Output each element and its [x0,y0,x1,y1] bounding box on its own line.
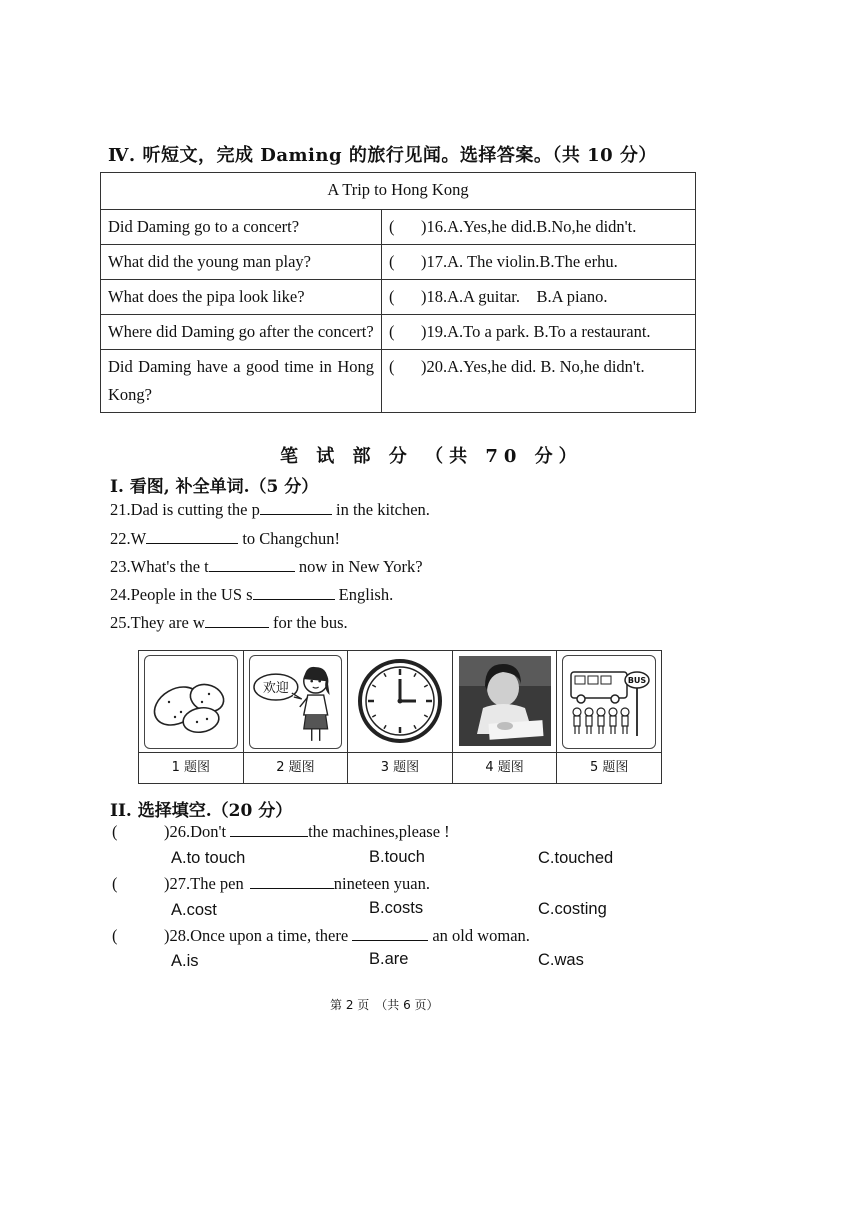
answer-blank[interactable] [230,822,308,837]
answer-blank[interactable] [205,613,269,628]
picture-cell [348,651,453,783]
picture-caption: 3 题图 [348,752,452,783]
table-row [101,350,696,413]
mc-question: ( )27.The pen nineteen yuan. [112,874,430,893]
answer-blank[interactable] [253,585,335,600]
answer-paren[interactable]: ( [112,874,118,893]
fill-item: 22.W to Changchun! [110,529,340,548]
answer-blank[interactable] [352,926,428,941]
bus-sign-text: BUS [627,676,647,685]
answer-blank[interactable] [146,529,238,544]
picture-cell [244,651,349,783]
mc-question: ( )28.Once upon a time, there an old woman. [112,926,530,945]
picture-caption: 4 题图 [453,752,557,783]
section-2-title: II. 选择填空.（20 分） [110,801,293,821]
table-answer: )16.A.Yes,he did.B.No,he didn't. [421,217,637,236]
table-row [101,245,696,280]
potatoes-icon [147,662,235,742]
picture-table [138,650,662,784]
option-b[interactable]: B.costs [369,899,424,917]
answer-blank[interactable] [250,874,334,889]
fill-item: 21.Dad is cutting the p in the kitchen. [110,500,430,519]
fill-item: 23.What's the t now in New York? [110,557,423,576]
picture-caption: 2 题图 [244,752,348,783]
table-question: What does the pipa look like? [101,280,382,315]
trip-table [100,172,696,413]
table-question: What did the young man play? [101,245,382,280]
trip-table-title: A Trip to Hong Kong [101,173,696,210]
clock-icon [356,657,444,745]
answer-paren[interactable]: ( [112,822,118,841]
answer-paren[interactable]: ( [389,357,395,376]
fill-item: 24.People in the US s English. [110,585,394,604]
option-b[interactable]: B.are [369,950,409,968]
answer-paren[interactable]: ( [112,926,118,945]
answer-paren[interactable]: ( [389,287,395,306]
answer-blank[interactable] [260,500,332,515]
option-a[interactable]: A.is [171,952,199,970]
table-row [101,315,696,350]
picture-cell [453,651,558,783]
answer-blank[interactable] [209,557,295,572]
picture-caption: 1 题图 [139,752,243,783]
writing-girl-photo [459,656,551,746]
option-a[interactable]: A.cost [171,901,217,919]
picture-caption: 5 题图 [557,752,661,783]
table-question: Did Daming go to a concert? [101,210,382,245]
fill-item: 25.They are w for the bus. [110,613,348,632]
option-b[interactable]: B.touch [369,848,425,866]
welcome-sign-text: 欢迎 [262,681,289,697]
welcome-girl-icon [250,659,342,745]
picture-cell [557,651,661,783]
page-footer: 第 2 页 （共 6 页） [330,998,439,1012]
table-row [101,280,696,315]
answer-paren[interactable]: ( [389,217,395,236]
option-a[interactable]: A.to touch [171,849,246,867]
table-question: Where did Daming go after the concert? [101,315,382,350]
picture-cell [139,651,244,783]
table-answer: )17.A. The violin.B.The erhu. [421,252,618,271]
table-question: Did Daming have a good time in Hong Kong? [101,350,382,413]
answer-paren[interactable]: ( [389,322,395,341]
written-part-title: 笔 试 部 分 （共 70 分） [280,446,583,467]
answer-paren[interactable]: ( [389,252,395,271]
option-c[interactable]: C.touched [538,849,614,867]
table-answer: )19.A.To a park. B.To a restaurant. [421,322,651,341]
option-c[interactable]: C.costing [538,900,607,918]
section-4-title: Ⅳ. 听短文，完成 Daming 的旅行见闻。选择答案。（共 10 分） [108,145,657,166]
table-answer: )18.A.A guitar. B.A piano. [421,287,608,306]
table-answer: )20.A.Yes,he did. B. No,he didn't. [421,357,645,376]
mc-question: ( )26.Don't the machines,please ! [112,822,450,841]
option-c[interactable]: C.was [538,951,584,969]
bus-stop-icon [565,662,653,742]
table-row [101,210,696,245]
section-1-title: I. 看图, 补全单词.（5 分） [110,477,319,497]
